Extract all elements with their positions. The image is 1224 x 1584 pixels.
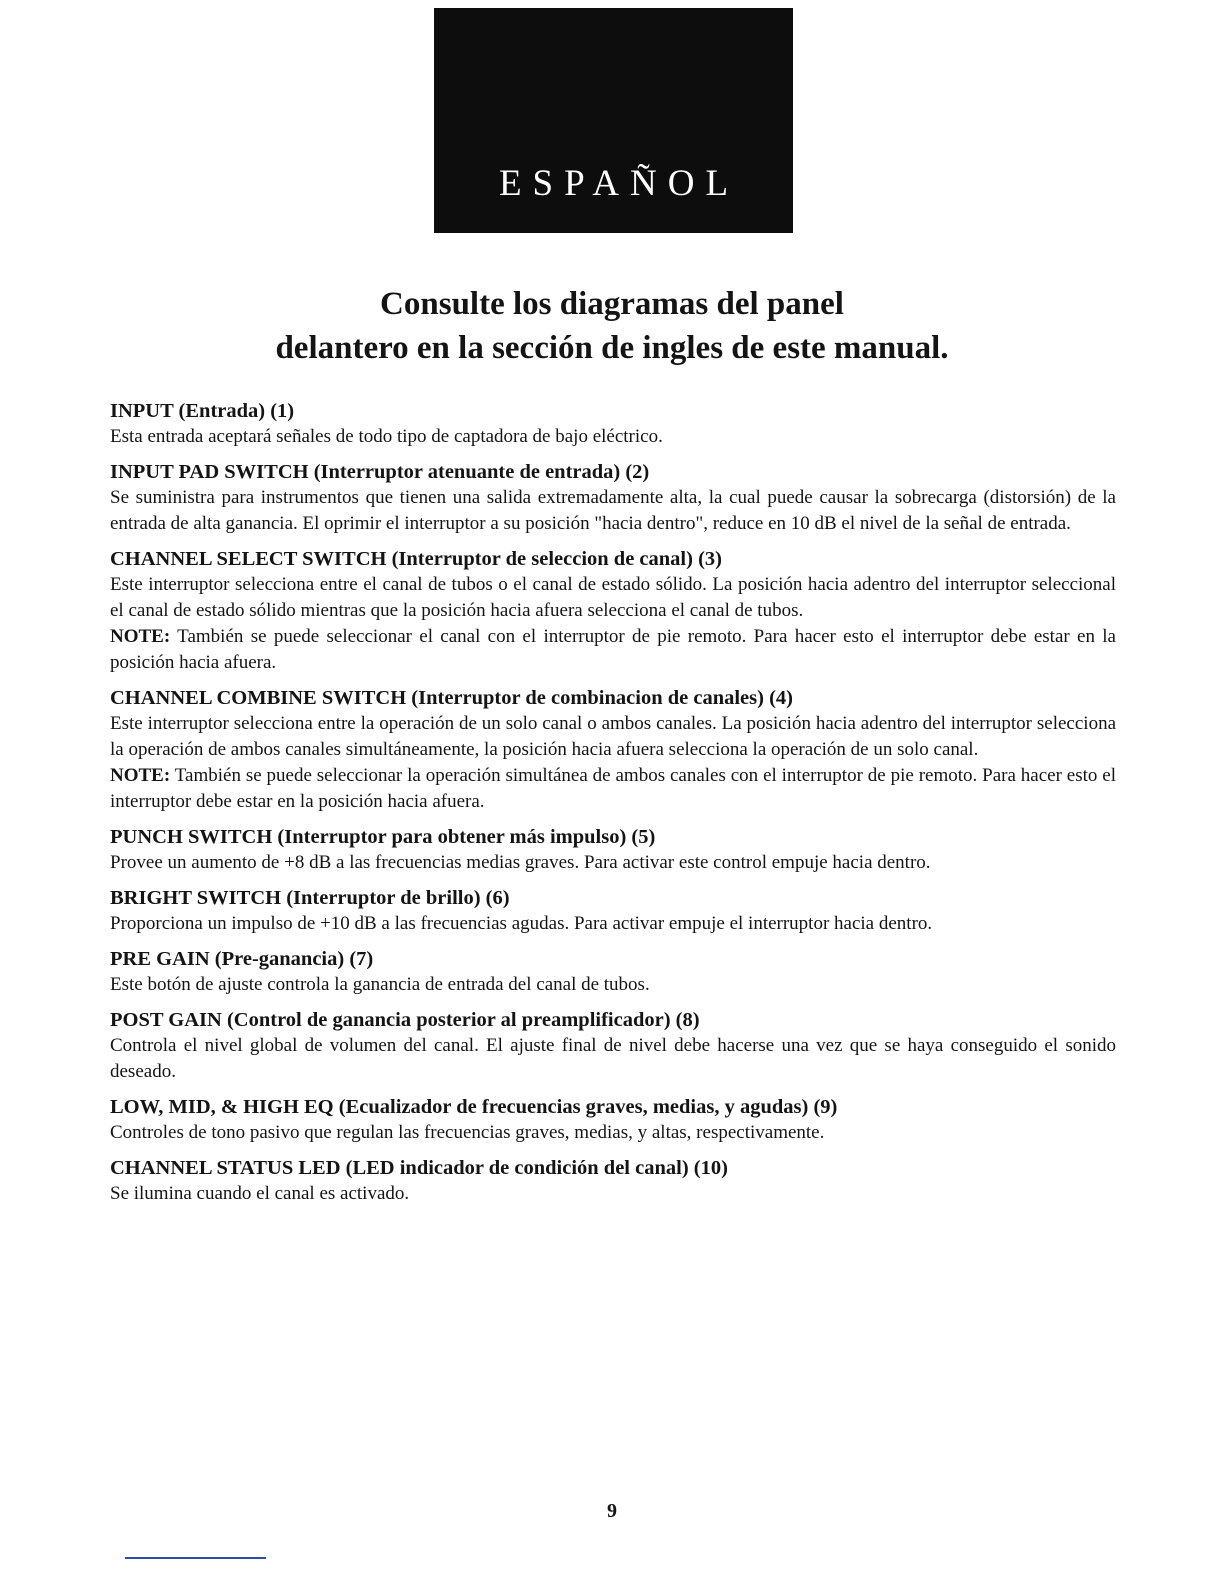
section-channel-status-led xyxy=(110,1155,1116,1207)
language-banner xyxy=(434,8,793,233)
section-title: INPUT (Entrada) (1) xyxy=(110,400,295,422)
section-title: PRE GAIN (Pre-ganancia) (7) xyxy=(110,948,374,970)
banner-title: ESPAÑOL xyxy=(498,163,740,204)
section-body: Se ilumina cuando el canal es activado. xyxy=(110,1183,410,1204)
note-label: NOTE: xyxy=(110,765,171,786)
note-text: También se puede seleccionar el canal con el interruptor de pie remoto. Para hacer esto el interruptor debe estar en la posición hacia afuera. xyxy=(110,626,1116,673)
section-body: Este interruptor selecciona entre la operación de un solo canal o ambos canales. La posición hacia adentro del interruptor selecciona la operación de ambos canales simultáneamente, la posición hacia afuera selecciona la operación de un solo canal. xyxy=(110,713,1116,760)
section-title: POST GAIN (Control de ganancia posterior al preamplificador) (8) xyxy=(110,1009,700,1031)
section-note xyxy=(110,624,1116,676)
heading-line-2: delantero en la sección de ingles de este manual. xyxy=(275,330,949,366)
footer-rule xyxy=(125,1557,266,1559)
section-punch-switch xyxy=(110,824,1116,876)
sections-list xyxy=(110,398,1116,1216)
section-title: CHANNEL SELECT SWITCH (Interruptor de seleccion de canal) (3) xyxy=(110,548,722,570)
section-title: BRIGHT SWITCH (Interruptor de brillo) (6) xyxy=(110,887,510,909)
section-input xyxy=(110,398,1116,450)
section-channel-combine-switch xyxy=(110,685,1116,815)
section-title: CHANNEL COMBINE SWITCH (Interruptor de combinacion de canales) (4) xyxy=(110,687,793,709)
section-title: PUNCH SWITCH (Interruptor para obtener más impulso) (5) xyxy=(110,826,656,848)
section-input-pad-switch xyxy=(110,459,1116,537)
section-title: LOW, MID, & HIGH EQ (Ecualizador de frecuencias graves, medias, y agudas) (9) xyxy=(110,1096,838,1118)
section-body: Controla el nivel global de volumen del canal. El ajuste final de nivel debe hacerse una vez que se haya conseguido el sonido deseado. xyxy=(110,1035,1116,1082)
section-body: Este interruptor selecciona entre el canal de tubos o el canal de estado sólido. La posición hacia adentro del interruptor seleccional el canal de estado sólido mientras que la posición hacia afuera selecciona el canal de tubos. xyxy=(110,574,1116,621)
note-text: También se puede seleccionar la operación simultánea de ambos canales con el interruptor de pie remoto. Para hacer esto el interruptor debe estar en la posición hacia afuera. xyxy=(110,765,1116,812)
section-note xyxy=(110,763,1116,815)
note-label: NOTE: xyxy=(110,626,171,647)
page-heading xyxy=(150,282,1074,370)
section-eq xyxy=(110,1094,1116,1146)
section-channel-select-switch xyxy=(110,546,1116,676)
section-body: Este botón de ajuste controla la ganancia de entrada del canal de tubos. xyxy=(110,974,650,995)
section-body: Provee un aumento de +8 dB a las frecuencias medias graves. Para activar este control empuje hacia dentro. xyxy=(110,852,931,873)
section-body: Controles de tono pasivo que regulan las frecuencias graves, medias, y altas, respectivamente. xyxy=(110,1122,825,1143)
section-body: Se suministra para instrumentos que tienen una salida extremadamente alta, la cual puede causar la sobrecarga (distorsión) de la entrada de alta ganancia. El oprimir el interruptor a su posición "hacia dentro", reduce en 10 dB el nivel de la señal de entrada. xyxy=(110,487,1116,534)
section-title: INPUT PAD SWITCH (Interruptor atenuante de entrada) (2) xyxy=(110,461,650,483)
section-body: Esta entrada aceptará señales de todo tipo de captadora de bajo eléctrico. xyxy=(110,426,663,447)
section-title: CHANNEL STATUS LED (LED indicador de condición del canal) (10) xyxy=(110,1157,728,1179)
heading-line-1: Consulte los diagramas del panel xyxy=(380,286,844,322)
section-pre-gain xyxy=(110,946,1116,998)
section-post-gain xyxy=(110,1007,1116,1085)
section-bright-switch xyxy=(110,885,1116,937)
page-number: 9 xyxy=(607,1500,617,1522)
section-body: Proporciona un impulso de +10 dB a las frecuencias agudas. Para activar empuje el interruptor hacia dentro. xyxy=(110,913,933,934)
